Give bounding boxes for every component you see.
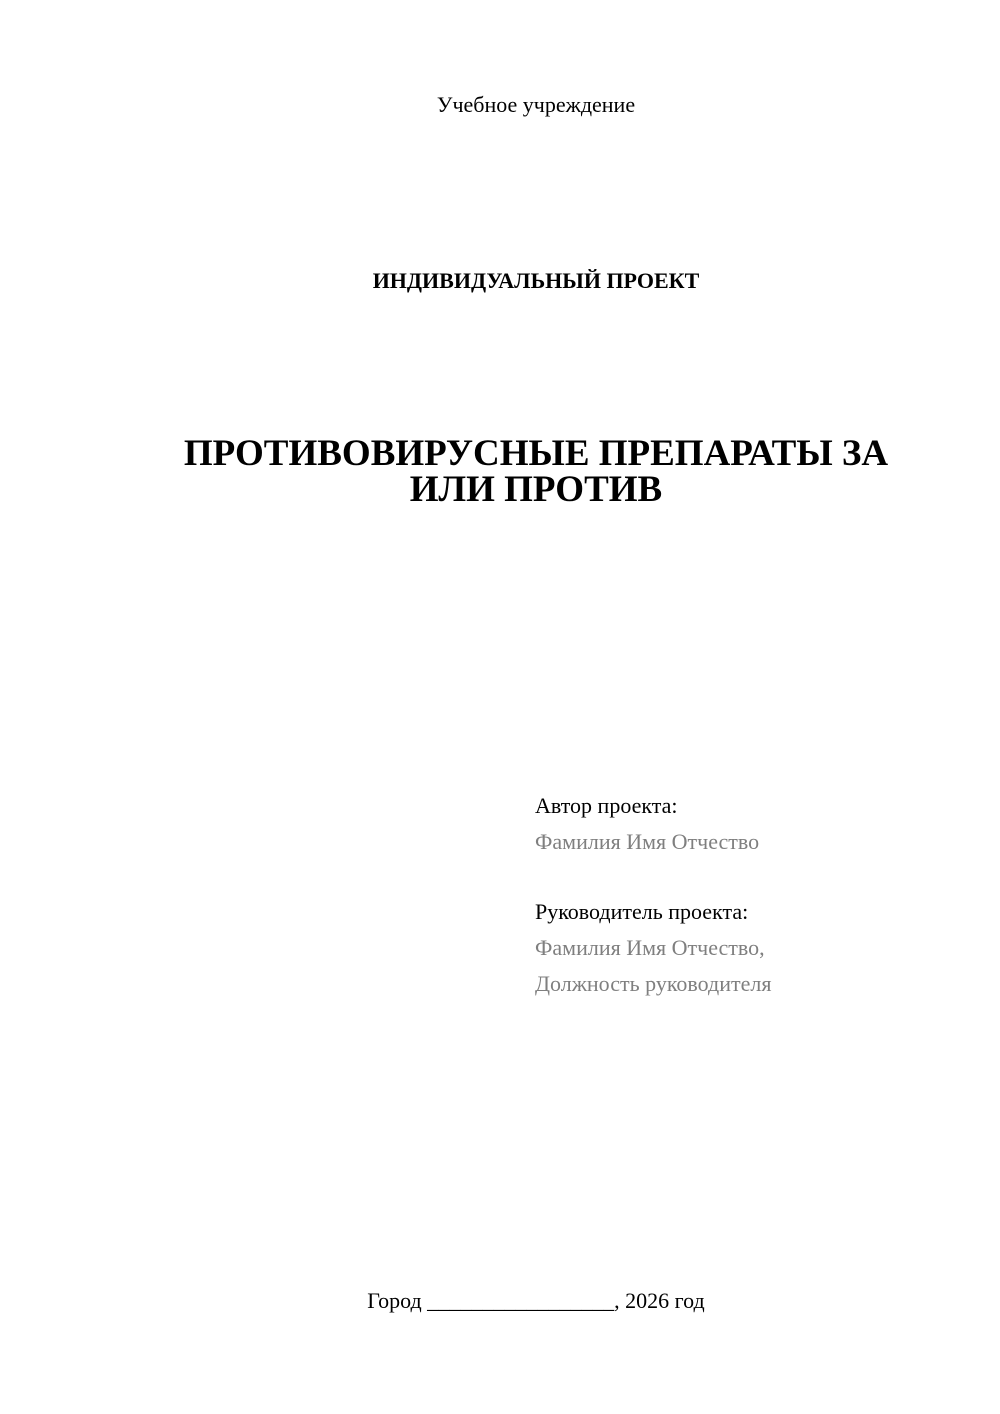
supervisor-position: Должность руководителя xyxy=(535,971,772,996)
project-title-line-2: ИЛИ ПРОТИВ xyxy=(409,469,663,510)
author-name: Фамилия Имя Отчество xyxy=(535,829,760,854)
city-year-line: Город _________________, 2026 год xyxy=(367,1288,705,1313)
supervisor-label: Руководитель проекта: xyxy=(535,899,749,924)
supervisor-name: Фамилия Имя Отчество, xyxy=(535,935,765,960)
author-label: Автор проекта: xyxy=(535,793,678,818)
project-type-heading: ИНДИВИДУАЛЬНЫЙ ПРОЕКТ xyxy=(372,268,700,293)
institution-name: Учебное учреждение xyxy=(436,92,636,117)
project-info-block xyxy=(535,788,771,1002)
info-spacer xyxy=(535,860,771,894)
project-title-line-1: ПРОТИВОВИРУСНЫЕ ПРЕПАРАТЫ ЗА xyxy=(183,433,889,474)
project-title xyxy=(0,433,1000,510)
